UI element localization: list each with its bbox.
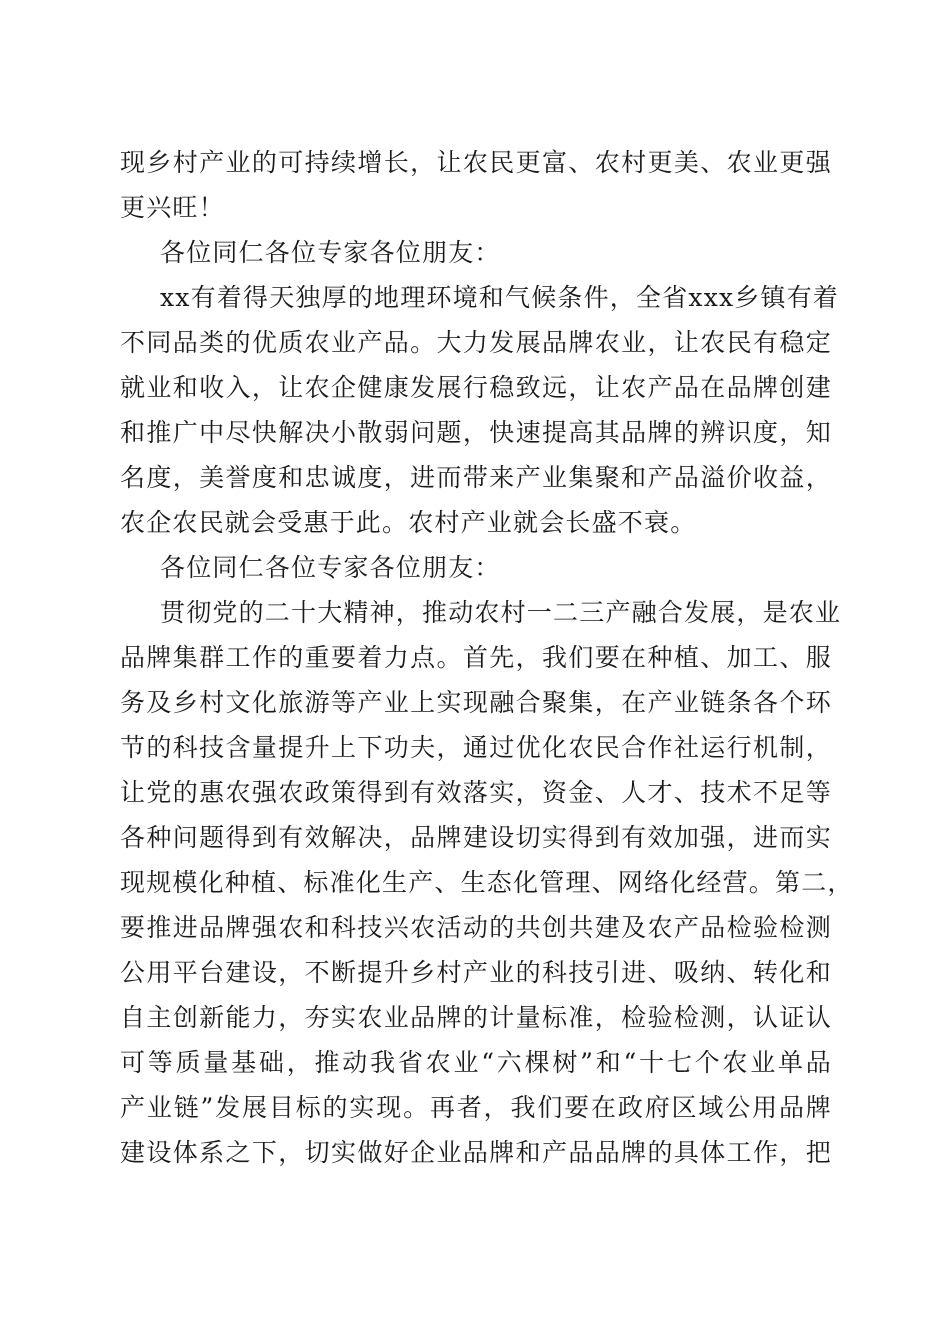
text-line: 不同品类的优质农业产品。大力发展品牌农业，让农民有稳定 — [120, 328, 832, 357]
text-line: 名度，美誉度和忠诚度，进而带来产业集聚和产品溢价收益， — [120, 463, 832, 492]
salutation: 各位同仁各位专家各位朋友： — [160, 553, 501, 582]
text-line: 节的科技含量提升上下功夫，通过优化农民合作社运行机制， — [120, 733, 832, 762]
text-line: 产业链”发展目标的实现。再者，我们要在政府区域公用品牌 — [120, 1093, 832, 1122]
text-line: 就业和收入，让农企健康发展行稳致远，让农产品在品牌创建 — [120, 373, 832, 402]
text-line: 各种问题得到有效解决，品牌建设切实得到有效加强，进而实 — [120, 823, 832, 852]
salutation: 各位同仁各位专家各位朋友： — [160, 238, 501, 267]
text-line: 要推进品牌强农和科技兴农活动的共创共建及农产品检验检测 — [120, 913, 832, 942]
text-line: 务及乡村文化旅游等产业上实现融合聚集，在产业链条各个环 — [120, 688, 832, 717]
text-line: 现规模化种植、标准化生产、生态化管理、网络化经营。第二， — [120, 868, 854, 897]
text-line: xx有着得天独厚的地理环境和气候条件，全省xxx乡镇有着 — [160, 283, 840, 312]
document-body — [120, 140, 854, 1175]
text-line: 品牌集群工作的重要着力点。首先，我们要在种植、加工、服 — [120, 643, 832, 672]
text-line: 公用平台建设，不断提升乡村产业的科技引进、吸纳、转化和 — [120, 958, 832, 987]
text-line: 贯彻党的二十大精神，推动农村一二三产融合发展，是农业 — [160, 598, 842, 627]
text-line: 让党的惠农强农政策得到有效落实，资金、人才、技术不足等 — [120, 778, 832, 807]
text-line: 和推广中尽快解决小散弱问题，快速提高其品牌的辨识度，知 — [120, 418, 832, 447]
text-line: 更兴旺！ — [120, 193, 225, 222]
text-line: 可等质量基础，推动我省农业“六棵树”和“十七个农业单品 — [120, 1048, 832, 1077]
text-line: 农企农民就会受惠于此。农村产业就会长盛不衰。 — [120, 508, 697, 537]
text-line: 自主创新能力，夯实农业品牌的计量标准，检验检测，认证认 — [120, 1003, 832, 1032]
text-line: 现乡村产业的可持续增长，让农民更富、农村更美、农业更强 — [120, 148, 832, 177]
text-line: 建设体系之下，切实做好企业品牌和产品品牌的具体工作，把 — [120, 1138, 832, 1167]
